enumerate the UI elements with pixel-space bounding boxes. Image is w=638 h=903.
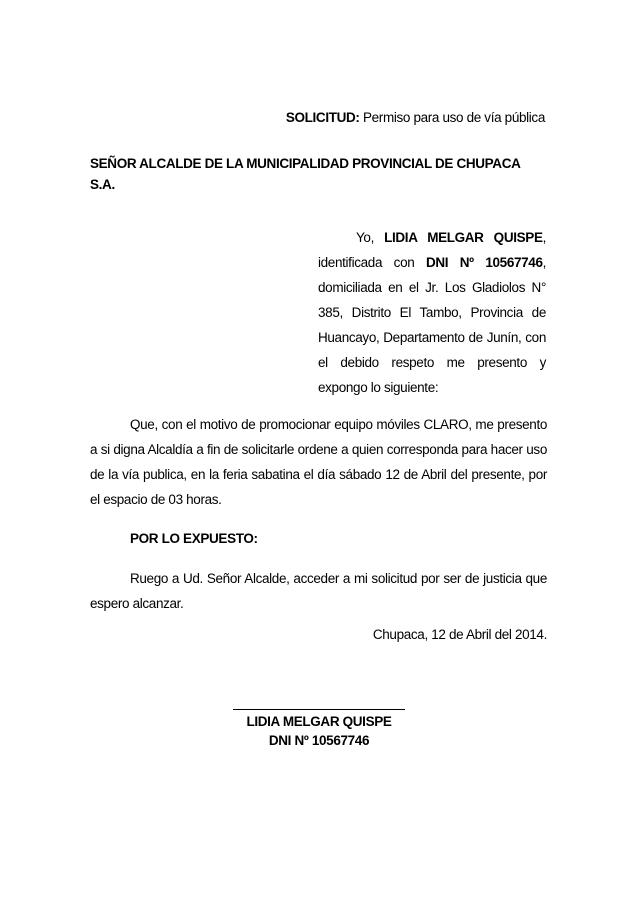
- applicant-name: LIDIA MELGAR QUISPE: [384, 230, 543, 245]
- intro-prefix: Yo,: [356, 230, 374, 245]
- intro-comma: ,: [542, 230, 547, 245]
- subject-label: SOLICITUD:: [285, 110, 360, 125]
- intro-id-text: identificada con: [318, 255, 415, 270]
- subject-text: Permiso para uso de vía pública: [362, 110, 545, 125]
- signature-line: [233, 709, 405, 710]
- section-heading: POR LO EXPUESTO:: [130, 531, 258, 546]
- applicant-dni: DNI Nº 10567746: [426, 255, 543, 270]
- request-paragraph: Que, con el motivo de promocionar equipo móviles CLARO, me presento a si digna Alcaldía a fin de solicitarle ordene a quien corresponda para hacer uso de la vía publica, en la feria sabatina el día sábado 12 de Abril del presente, por el espacio de 03 horas.: [90, 417, 547, 507]
- subject-line: [80, 110, 545, 125]
- signature-block: [190, 712, 448, 750]
- intro-paragraph: [318, 225, 546, 400]
- date-line: Chupaca, 12 de Abril del 2014.: [372, 627, 547, 642]
- signature-dni: DNI Nº 10567746: [268, 733, 370, 748]
- intro-rest: , domiciliada en el Jr. Los Gladiolos N° 385, Distrito El Tambo, Provincia de Huancayo, Departamento de Junín, con el debido respeto me presento y expongo lo siguiente:: [318, 255, 547, 395]
- addressee: [90, 153, 540, 195]
- addressee-line2: S.A.: [90, 177, 115, 192]
- addressee-line1: SEÑOR ALCALDE DE LA MUNICIPALIDAD PROVINCIAL DE CHUPACA: [90, 156, 521, 171]
- closing-paragraph: Ruego a Ud. Señor Alcalde, acceder a mi solicitud por ser de justicia que espero alcanzar.: [90, 571, 547, 611]
- signature-name: LIDIA MELGAR QUISPE: [246, 714, 392, 729]
